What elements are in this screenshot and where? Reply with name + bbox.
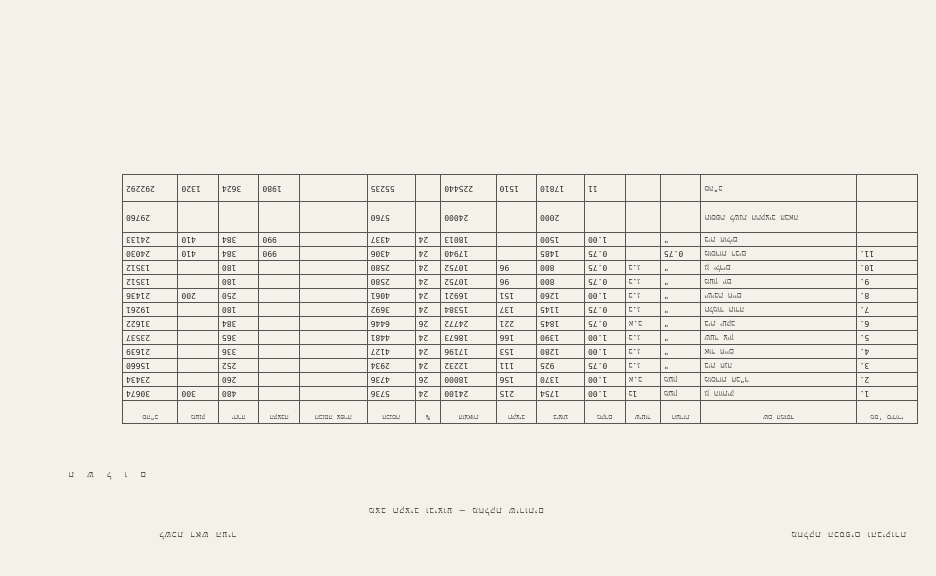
cell-execution: 1145 [537,303,585,317]
cell-serial: 10. [856,261,917,275]
cell-rate: ב.ג [625,261,660,275]
cell-serial [856,233,917,247]
cell-total: 24133 [123,233,178,247]
cell-income: 4306 [367,247,415,261]
cell-balance: 384 [218,233,258,247]
cell-coefficient: 1.00 [585,345,625,359]
cell-income: 2580 [367,275,415,289]
cell-coefficient: 0.75 [585,275,625,289]
cell-expenses: 12232 [441,359,496,373]
cell-expected-income [299,202,367,233]
cell-institution: בית יעקב [701,317,856,331]
cell-notes: " [660,345,700,359]
cell-expected-income [299,289,367,303]
cell-total: 30674 [123,387,178,401]
section-marker: ת ש ל ו ם [64,469,146,479]
cell-execution: 17810 [537,175,585,202]
cell-balance: 180 [218,275,258,289]
cell-institution: שער ציון [701,331,856,345]
cell-percent [415,202,441,233]
cell-percent: 26 [415,373,441,387]
cell-total: 21639 [123,345,178,359]
cell-execution: 1500 [537,233,585,247]
cell-grant [178,359,218,373]
cell-expected-income [299,345,367,359]
cell-institution: ישיבת חיים [701,289,856,303]
table-row [123,317,918,331]
cell-institution: אור חיים [701,345,856,359]
cell-balance: 3624 [218,175,258,202]
cell-income: 5736 [367,387,415,401]
cell-execution: 925 [537,359,585,373]
cell-institution: סה"כ [701,175,856,202]
cell-income: 5760 [367,202,415,233]
cell-grant [178,317,218,331]
cell-notes: " [660,261,700,275]
col-total: סה"כ [123,401,178,424]
cell-allocation [259,289,299,303]
cell-rate [625,247,660,261]
cell-coefficient: 0.75 [585,359,625,373]
table-row [123,303,918,317]
cell-expenses: 15384 [441,303,496,317]
cell-rate: ב.ג [625,289,660,303]
cell-coefficient: 0.75 [585,303,625,317]
cell-balance [218,202,258,233]
cell-execution: 800 [537,261,585,275]
cell-grant: 300 [178,387,218,401]
cell-serial: 5. [856,331,917,345]
cell-coefficient: 0.75 [585,317,625,331]
cell-expenses: 225440 [441,175,496,202]
cell-notes: " [660,275,700,289]
cell-income: 4127 [367,345,415,359]
cell-total: 19261 [123,303,178,317]
cell-grant [178,373,218,387]
cell-expenses: 17196 [441,345,496,359]
cell-grant [178,331,218,345]
cell-serial: 7. [856,303,917,317]
col-income: הכנסה [367,401,415,424]
cell-notes [660,202,700,233]
table-row [123,387,918,401]
cell-execution: 1754 [537,387,585,401]
cell-execution: 1485 [537,247,585,261]
cell-grant [178,202,218,233]
cell-expected-income [299,175,367,202]
cell-expected-income [299,303,367,317]
cell-notes: " [660,359,700,373]
cell-balance: 384 [218,247,258,261]
col-coefficient: מקדם [585,401,625,424]
cell-institution: גן הוותיק [701,387,856,401]
cell-allocation [259,359,299,373]
ledger-table [122,174,918,424]
col-institution: שם המוסד [701,401,856,424]
cell-income: 6446 [367,317,415,331]
cell-income: 3692 [367,303,415,317]
cell-execution: 1370 [537,373,585,387]
cell-percent: 24 [415,289,441,303]
cell-expected-income [299,275,367,289]
cell-total: 29760 [123,202,178,233]
cell-income: 4736 [367,373,415,387]
cell-serial: 3. [856,359,917,373]
cell-rate [625,175,660,202]
cell-expected-income [299,359,367,373]
cell-grant [178,303,218,317]
cell-allocation [259,261,299,275]
cell-rate: 1ב [625,387,660,401]
table-row [123,289,918,303]
cell-serial: 11. [856,247,917,261]
cell-execution: 800 [537,275,585,289]
cell-notes: מעון [660,373,700,387]
cell-coefficient: 1.00 [585,289,625,303]
cell-coefficient: 0.75 [585,261,625,275]
header-row [123,401,918,424]
cell-coefficient: 1.00 [585,387,625,401]
cell-execution: 1280 [537,345,585,359]
cell-rate [625,202,660,233]
col-allocation: הקצבה [259,401,299,424]
cell-percent: 24 [415,233,441,247]
cell-balance: 180 [218,261,258,275]
cell-rate: ב.ג [625,275,660,289]
cell-serial [856,202,917,233]
cell-serial: 2. [856,373,917,387]
table-row [123,345,918,359]
cell-institution: תלמוד תורה [701,303,856,317]
cell-budget: 151 [496,289,536,303]
cell-allocation: 990 [259,233,299,247]
cell-percent [415,175,441,202]
cell-grant [178,275,218,289]
cell-balance: 260 [218,373,258,387]
cell-coefficient [585,202,625,233]
cell-percent: 24 [415,261,441,275]
cell-allocation [259,275,299,289]
cell-rate: א.ב [625,317,660,331]
cell-expenses: 24772 [441,317,496,331]
cell-total: 21436 [123,289,178,303]
cell-rate [625,233,660,247]
cell-serial: 9. [856,275,917,289]
cell-coefficient: 1.00 [585,331,625,345]
table-row [123,331,918,345]
cell-expenses: 18000 [441,373,496,387]
cell-execution: 2000 [537,202,585,233]
cell-coefficient: 1.00 [585,373,625,387]
office-heading: לשכת ראש העיר [158,529,236,539]
cell-notes: " [660,233,700,247]
cell-expected-income [299,317,367,331]
cell-total: 13512 [123,275,178,289]
cell-notes [660,175,700,202]
cell-total: 23434 [123,373,178,387]
table-row [123,233,918,247]
table-row [123,359,918,373]
cell-budget: 96 [496,261,536,275]
cell-notes: מעון [660,387,700,401]
col-expenses: הוצאות [441,401,496,424]
cell-percent: 24 [415,275,441,289]
cell-expected-income [299,247,367,261]
cell-budget [496,247,536,261]
cell-expenses: 10752 [441,261,496,275]
cell-expected-income [299,387,367,401]
col-percent: % [415,401,441,424]
cell-allocation [259,303,299,317]
cell-expenses: 18013 [441,233,496,247]
cell-execution: 1390 [537,331,585,345]
cell-notes: " [660,289,700,303]
cell-grant: 410 [178,233,218,247]
cell-rate: ב.ג [625,303,660,317]
col-notes: הערות [660,401,700,424]
cell-institution: בית חולים [701,233,856,247]
cell-total: 31622 [123,317,178,331]
cell-balance: 384 [218,317,258,331]
col-budget: תקציב [496,401,536,424]
cell-serial: 4. [856,345,917,359]
cell-percent: 24 [415,247,441,261]
cell-serial [856,175,917,202]
cell-grant: 200 [178,289,218,303]
cell-rate: ב.ג [625,345,660,359]
cell-grant [178,345,218,359]
cell-budget [496,233,536,247]
cell-budget: 166 [496,331,536,345]
cell-expenses: 24100 [441,387,496,401]
cell-budget: 221 [496,317,536,331]
cell-expenses: 10752 [441,275,496,289]
cell-budget: 137 [496,303,536,317]
cell-percent: 24 [415,345,441,359]
cell-notes: " [660,303,700,317]
cell-grant: 410 [178,247,218,261]
cell-institution: תוספת לשנת התקציב הבאה [701,202,856,233]
cell-expenses: 18673 [441,331,496,345]
cell-institution: מוסדות חב"ד [701,373,856,387]
cell-budget: 153 [496,345,536,359]
cell-allocation [259,387,299,401]
cell-allocation [259,202,299,233]
cell-income: 2934 [367,359,415,373]
cell-expenses: 16921 [441,289,496,303]
total-row [123,175,918,202]
cell-balance: 365 [218,331,258,345]
cell-budget: 156 [496,373,536,387]
table-row [123,275,918,289]
cell-rate: א.ב [625,373,660,387]
cell-coefficient: 0.75 [585,247,625,261]
table-row [123,373,918,387]
col-expected-income: הכנסה צפויה [299,401,367,424]
cell-budget: 96 [496,275,536,289]
col-serial: מס' סידורי [856,401,917,424]
cell-allocation: 1980 [259,175,299,202]
cell-balance: 180 [218,303,258,317]
ledger-body [123,175,918,401]
cell-institution: גן ילדים [701,261,856,275]
cell-income: 2580 [367,261,415,275]
cell-institution: מעון יום [701,275,856,289]
cell-income: 4061 [367,289,415,303]
cell-expected-income [299,233,367,247]
cell-percent: 24 [415,359,441,373]
cell-total: 292292 [123,175,178,202]
cell-income: 55235 [367,175,415,202]
cell-balance: 480 [218,387,258,401]
cell-rate: ב.ג [625,359,660,373]
cell-allocation [259,317,299,331]
col-grant: מענק [178,401,218,424]
page-title: מצב תקציב וביצוע — מחלקת שירותים [368,505,544,515]
cell-total: 13512 [123,261,178,275]
cell-budget [496,202,536,233]
cell-expected-income [299,373,367,387]
cell-allocation [259,373,299,387]
cell-balance: 336 [218,345,258,359]
cell-percent: 26 [415,317,441,331]
col-rate: שיעור [625,401,660,424]
cell-execution: 1845 [537,317,585,331]
cell-rate: ב.ג [625,331,660,345]
cell-percent: 24 [415,331,441,345]
cell-allocation [259,331,299,345]
cell-coefficient: 11 [585,175,625,202]
cell-coefficient: 1.00 [585,233,625,247]
cell-serial: 1. [856,387,917,401]
cell-grant: 1320 [178,175,218,202]
cell-institution: בית חנה [701,359,856,373]
cell-income: 4337 [367,233,415,247]
cell-notes: 0.75 [660,247,700,261]
cell-allocation: 990 [259,247,299,261]
planned-row [123,202,918,233]
cell-total: 23537 [123,331,178,345]
table-row [123,247,918,261]
cell-income: 4481 [367,331,415,345]
cell-notes: " [660,317,700,331]
cell-execution: 1260 [537,289,585,303]
cell-serial: 6. [856,317,917,331]
cell-balance: 250 [218,289,258,303]
department-heading: מחלקת הכספים והביקורת [790,529,906,539]
col-balance: יתרה [218,401,258,424]
cell-percent: 24 [415,303,441,317]
cell-notes: " [660,331,700,345]
table-row [123,261,918,275]
cell-serial: 8. [856,289,917,303]
cell-expected-income [299,261,367,275]
cell-grant [178,261,218,275]
cell-budget: 1510 [496,175,536,202]
cell-expenses: 17940 [441,247,496,261]
cell-balance: 252 [218,359,258,373]
cell-total: 15660 [123,359,178,373]
cell-institution: מוסדות רבים [701,247,856,261]
cell-expected-income [299,331,367,345]
cell-total: 24030 [123,247,178,261]
cell-percent: 24 [415,387,441,401]
cell-expenses: 24000 [441,202,496,233]
cell-allocation [259,345,299,359]
col-execution: ביצוע [537,401,585,424]
cell-budget: 215 [496,387,536,401]
cell-budget: 111 [496,359,536,373]
